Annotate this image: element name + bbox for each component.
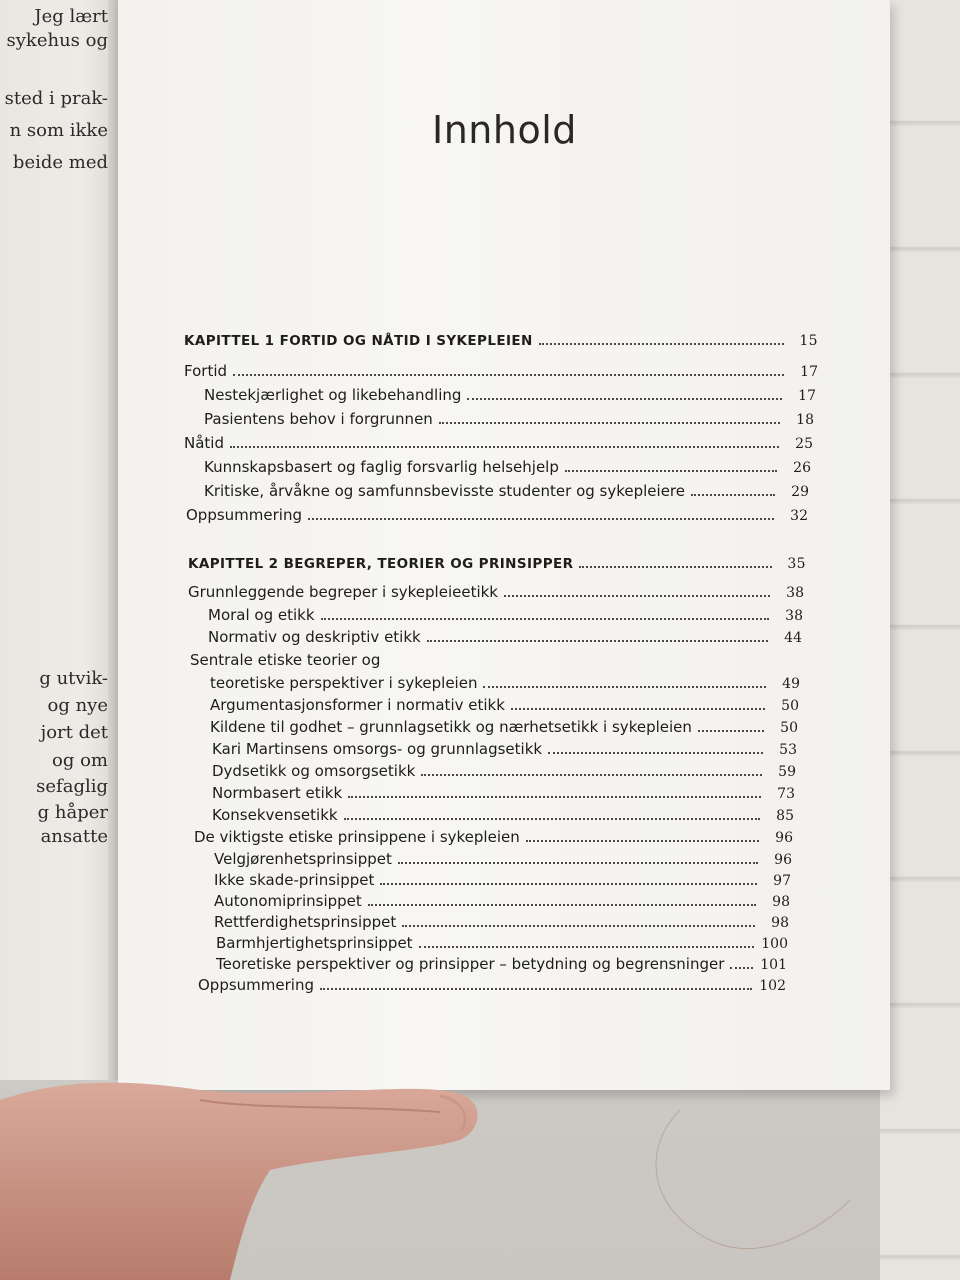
toc-entry-row <box>212 740 797 758</box>
left-page-line: og nye <box>47 695 108 716</box>
toc-entry-row <box>214 913 789 931</box>
dot-leader <box>504 595 770 597</box>
toc-chapter-row <box>188 556 806 572</box>
toc-page-number: 18 <box>796 412 814 428</box>
toc-page-number: 50 <box>781 698 799 714</box>
toc-entry-label: Fortid <box>184 362 228 380</box>
toc-page-number: 49 <box>782 676 800 692</box>
left-page-line: ansatte <box>40 826 108 847</box>
left-page-line: sted i prak- <box>4 88 108 109</box>
toc-entry-row <box>212 784 795 802</box>
toc-entry-label: Nåtid <box>184 434 224 452</box>
dot-leader <box>427 640 768 642</box>
toc-entry-label: Kildene til godhet – grunnlagsetikk og nærhetsetikk i sykepleien <box>210 718 692 736</box>
toc-page-number: 29 <box>791 484 809 500</box>
toc-entry-row <box>210 674 800 692</box>
toc-entry-label: Normativ og deskriptiv etikk <box>208 628 421 646</box>
toc-entry-row <box>210 696 799 714</box>
toc-entry-row <box>184 434 813 452</box>
toc-entry-label: Normbasert etikk <box>212 784 343 802</box>
toc-entry-row <box>214 871 791 889</box>
toc-chapter-row <box>184 333 818 349</box>
toc-entry-row <box>190 651 800 669</box>
toc-page-number: 73 <box>777 786 795 802</box>
left-page-line: g håper <box>37 802 108 823</box>
dot-leader <box>698 730 764 732</box>
toc-entry-row <box>216 934 788 952</box>
toc-entry-row <box>204 386 816 404</box>
dot-leader <box>348 796 761 798</box>
toc-entry-label: teoretiske perspektiver i sykepleien <box>210 674 478 692</box>
toc-entry-row <box>210 718 798 736</box>
dot-leader <box>421 774 762 776</box>
toc-page-number: 101 <box>760 957 787 973</box>
left-page-line: n som ikke <box>9 120 108 141</box>
dot-leader <box>380 883 757 885</box>
toc-entry-row <box>204 482 809 500</box>
left-page-line: g utvik- <box>39 668 108 689</box>
stray-hair-image <box>620 1090 880 1280</box>
dot-leader <box>230 446 779 448</box>
dot-leader <box>548 752 763 754</box>
toc-page-number: 25 <box>795 436 813 452</box>
toc-entry-row <box>204 458 811 476</box>
left-page-line: og om <box>52 750 108 771</box>
toc-page-number: 50 <box>780 720 798 736</box>
toc-page-number: 53 <box>779 742 797 758</box>
dot-leader <box>398 862 758 864</box>
toc-entry-label: Pasientens behov i forgrunnen <box>204 410 433 428</box>
toc-entry-label: Kritiske, årvåkne og samfunnsbevisste studenter og sykepleiere <box>204 482 685 500</box>
toc-entry-row <box>208 628 802 646</box>
toc-entry-label: Sentrale etiske teorier og <box>190 651 381 669</box>
toc-page-number: 35 <box>787 556 806 572</box>
toc-entry-label: Rettferdighetsprinsippet <box>214 913 397 931</box>
page-title: Innhold <box>432 108 577 152</box>
toc-page-number: 100 <box>761 936 788 952</box>
toc-page-number: 97 <box>773 873 791 889</box>
dot-leader <box>483 686 766 688</box>
dot-leader <box>565 470 777 472</box>
toc-entry-row <box>186 506 808 524</box>
toc-entry-row <box>198 976 786 994</box>
toc-entry-label: Barmhjertighetsprinsippet <box>216 934 413 952</box>
dot-leader <box>511 708 765 710</box>
toc-entry-row <box>216 955 787 973</box>
left-facing-page <box>0 0 120 1080</box>
toc-entry-row <box>212 762 796 780</box>
left-page-line: Jeg lært <box>34 6 108 27</box>
toc-entry-label: Kunnskapsbasert og faglig forsvarlig helsehjelp <box>204 458 559 476</box>
toc-entry-label: Oppsummering <box>186 506 302 524</box>
toc-entry-label: Oppsummering <box>198 976 314 994</box>
toc-page-number: 96 <box>775 830 793 846</box>
dot-leader <box>439 422 780 424</box>
left-page-line: beide med <box>12 152 108 173</box>
toc-page-number: 15 <box>799 333 818 349</box>
toc-entry-label: Dydsetikk og omsorgsetikk <box>212 762 416 780</box>
dot-leader <box>539 343 784 345</box>
toc-entry-label: Grunnleggende begreper i sykepleieetikk <box>188 583 498 601</box>
dot-leader <box>320 988 752 990</box>
dot-leader <box>691 494 775 496</box>
toc-entry-label: KAPITTEL 1 FORTID OG NÅTID I SYKEPLEIEN <box>184 333 533 349</box>
toc-entry-row <box>194 828 793 846</box>
dot-leader <box>321 618 769 620</box>
toc-entry-row <box>212 806 794 824</box>
dot-leader <box>730 967 753 969</box>
toc-entry-label: Teoretiske perspektiver og prinsipper – betydning og begrensninger <box>216 955 725 973</box>
toc-entry-row <box>188 583 804 601</box>
toc-entry-label: De viktigste etiske prinsippene i sykepleien <box>194 828 520 846</box>
toc-page-number: 59 <box>778 764 796 780</box>
dot-leader <box>526 840 759 842</box>
toc-entry-row <box>184 362 818 380</box>
toc-page-number: 32 <box>790 508 808 524</box>
dot-leader <box>233 374 784 376</box>
left-page-line: sefaglig <box>36 776 108 797</box>
dot-leader <box>402 925 755 927</box>
dot-leader <box>467 398 782 400</box>
toc-page-number: 26 <box>793 460 811 476</box>
toc-entry-label: Argumentasjonsformer i normativ etikk <box>210 696 505 714</box>
toc-page-number: 17 <box>798 388 816 404</box>
left-page-line: jort det <box>40 722 108 743</box>
toc-page-number: 44 <box>784 630 802 646</box>
toc-entry-label: KAPITTEL 2 BEGREPER, TEORIER OG PRINSIPPER <box>188 556 574 572</box>
dot-leader <box>579 566 772 568</box>
toc-page-number: 96 <box>774 852 792 868</box>
left-page-line: sykehus og <box>6 30 108 51</box>
dot-leader <box>308 518 774 520</box>
hand-image <box>0 1060 480 1280</box>
dot-leader <box>368 904 756 906</box>
toc-page-number: 38 <box>785 608 803 624</box>
toc-entry-label: Kari Martinsens omsorgs- og grunnlagsetikk <box>212 740 543 758</box>
dot-leader <box>419 946 754 948</box>
toc-page-number: 102 <box>759 978 786 994</box>
toc-page-number: 98 <box>772 894 790 910</box>
toc-page-number: 38 <box>786 585 804 601</box>
toc-page-number: 85 <box>776 808 794 824</box>
toc-page-number: 98 <box>771 915 789 931</box>
dot-leader <box>344 818 760 820</box>
toc-entry-label: Nestekjærlighet og likebehandling <box>204 386 462 404</box>
toc-entry-label: Moral og etikk <box>208 606 315 624</box>
toc-entry-label: Ikke skade-prinsippet <box>214 871 375 889</box>
toc-entry-label: Velgjørenhetsprinsippet <box>214 850 392 868</box>
toc-entry-row <box>214 892 790 910</box>
toc-entry-row <box>214 850 792 868</box>
toc-page-number: 17 <box>800 364 818 380</box>
toc-entry-label: Konsekvensetikk <box>212 806 338 824</box>
toc-entry-row <box>204 410 814 428</box>
toc-entry-label: Autonomiprinsippet <box>214 892 362 910</box>
background-wall <box>880 0 960 1280</box>
toc-entry-row <box>208 606 803 624</box>
